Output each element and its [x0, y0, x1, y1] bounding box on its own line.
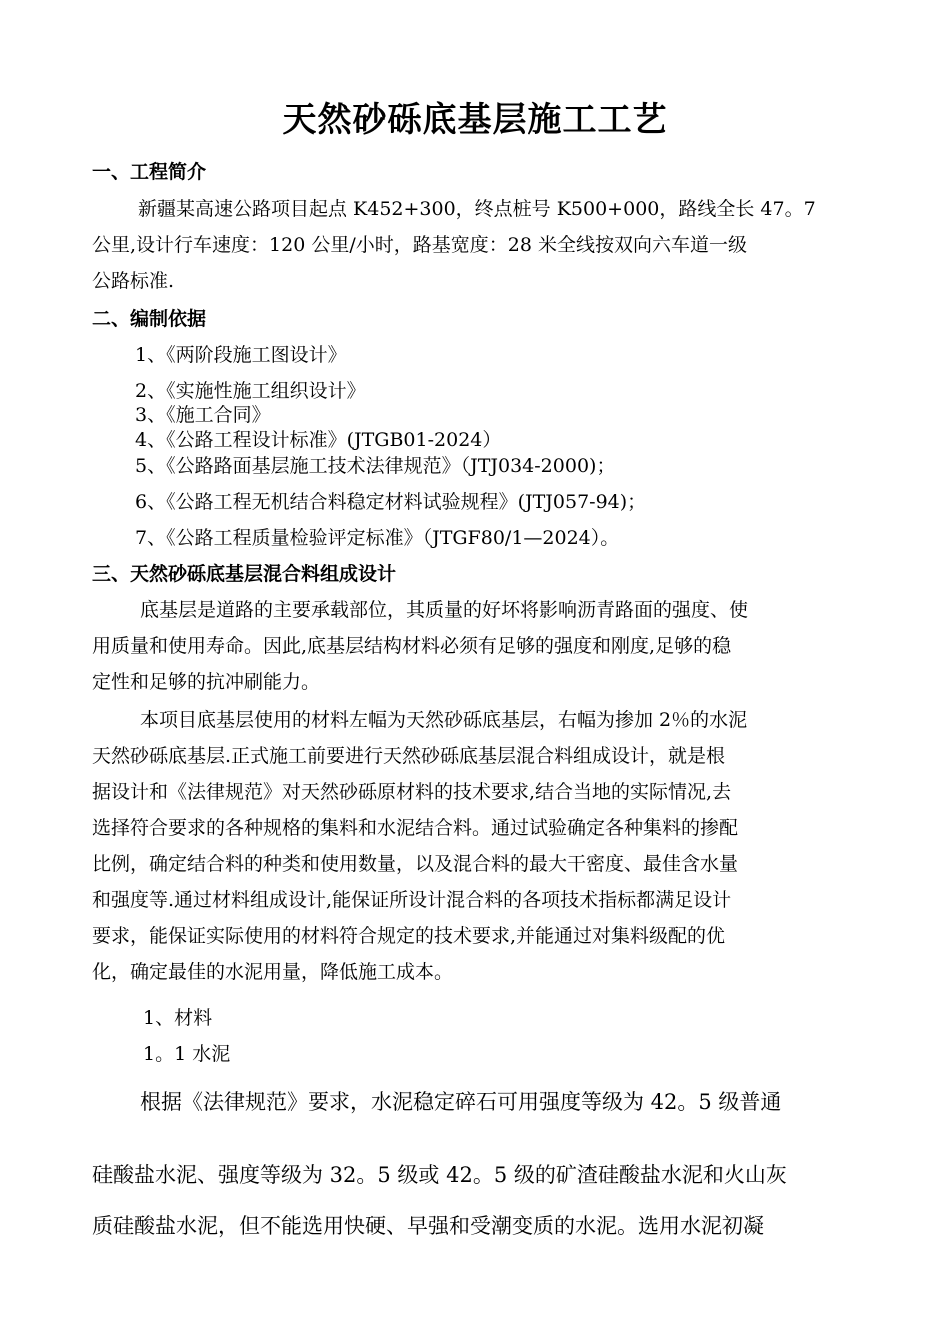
section-heading-overview: 一、工程简介: [92, 161, 207, 183]
paragraph-line: 质硅酸盐水泥，但不能选用快硬、早强和受潮变质的水泥。选用水泥初凝: [92, 1214, 764, 1238]
section-heading-mix-design: 三、天然砂砾底基层混合料组成设计: [92, 563, 397, 585]
list-item: 5、《公路路面基层施工技术法律规范》（JTJ034-2000)；: [135, 455, 616, 477]
list-item: 2、《实施性施工组织设计》: [135, 380, 366, 402]
document-title: 天然砂砾底基层施工工艺: [282, 100, 668, 140]
paragraph-line: 化，确定最佳的水泥用量，降低施工成本。: [92, 961, 454, 983]
paragraph-line: 新疆某高速公路项目起点 K452+300，终点桩号 K500+000，路线全长 47。7: [138, 198, 816, 220]
paragraph-line: 选择符合要求的各种规格的集料和水泥结合料。通过试验确定各种集料的掺配: [92, 817, 739, 839]
paragraph-line: 比例，确定结合料的种类和使用数量，以及混合料的最大干密度、最佳含水量: [92, 853, 739, 875]
paragraph-line: 公里,设计行车速度：120 公里/小时，路基宽度：28 米全线按双向六车道一级: [92, 234, 747, 256]
paragraph-line: 天然砂砾底基层.正式施工前要进行天然砂砾底基层混合料组成设计，就是根: [92, 745, 726, 767]
list-item: 4、《公路工程设计标准》(JTGB01-2024）: [135, 429, 502, 451]
paragraph-line: 底基层是道路的主要承载部位，其质量的好坏将影响沥青路面的强度、使: [140, 599, 749, 621]
list-item: 1、《两阶段施工图设计》: [135, 344, 347, 366]
subheading-cement: 1。1 水泥: [143, 1043, 231, 1065]
list-item: 3、《施工合同》: [135, 404, 271, 426]
subheading-materials: 1、材料: [143, 1007, 213, 1029]
paragraph-line: 本项目底基层使用的材料左幅为天然砂砾底基层，右幅为掺加 2％的水泥: [140, 709, 748, 731]
list-item: 6、《公路工程无机结合料稳定材料试验规程》(JTJ057-94)；: [135, 491, 647, 513]
paragraph-line: 据设计和《法律规范》对天然砂砾原材料的技术要求,结合当地的实际情况,去: [92, 781, 732, 803]
paragraph-line: 硅酸盐水泥、强度等级为 32。5 级或 42。5 级的矿渣硅酸盐水泥和火山灰: [92, 1163, 787, 1187]
section-heading-basis: 二、编制依据: [92, 308, 207, 330]
paragraph-line: 要求，能保证实际使用的材料符合规定的技术要求,并能通过对集料级配的优: [92, 925, 726, 947]
list-item: 7、《公路工程质量检验评定标准》（JTGF80/1—2024）。: [135, 527, 620, 549]
paragraph-line: 定性和足够的抗冲刷能力。: [92, 671, 321, 693]
paragraph-line: 用质量和使用寿命。因此,底基层结构材料必须有足够的强度和刚度,足够的稳: [92, 635, 732, 657]
paragraph-line: 和强度等.通过材料组成设计,能保证所设计混合料的各项技术指标都满足设计: [92, 889, 732, 911]
paragraph-line: 根据《法律规范》要求，水泥稳定碎石可用强度等级为 42。5 级普通: [140, 1090, 782, 1114]
paragraph-line: 公路标准.: [92, 270, 175, 292]
